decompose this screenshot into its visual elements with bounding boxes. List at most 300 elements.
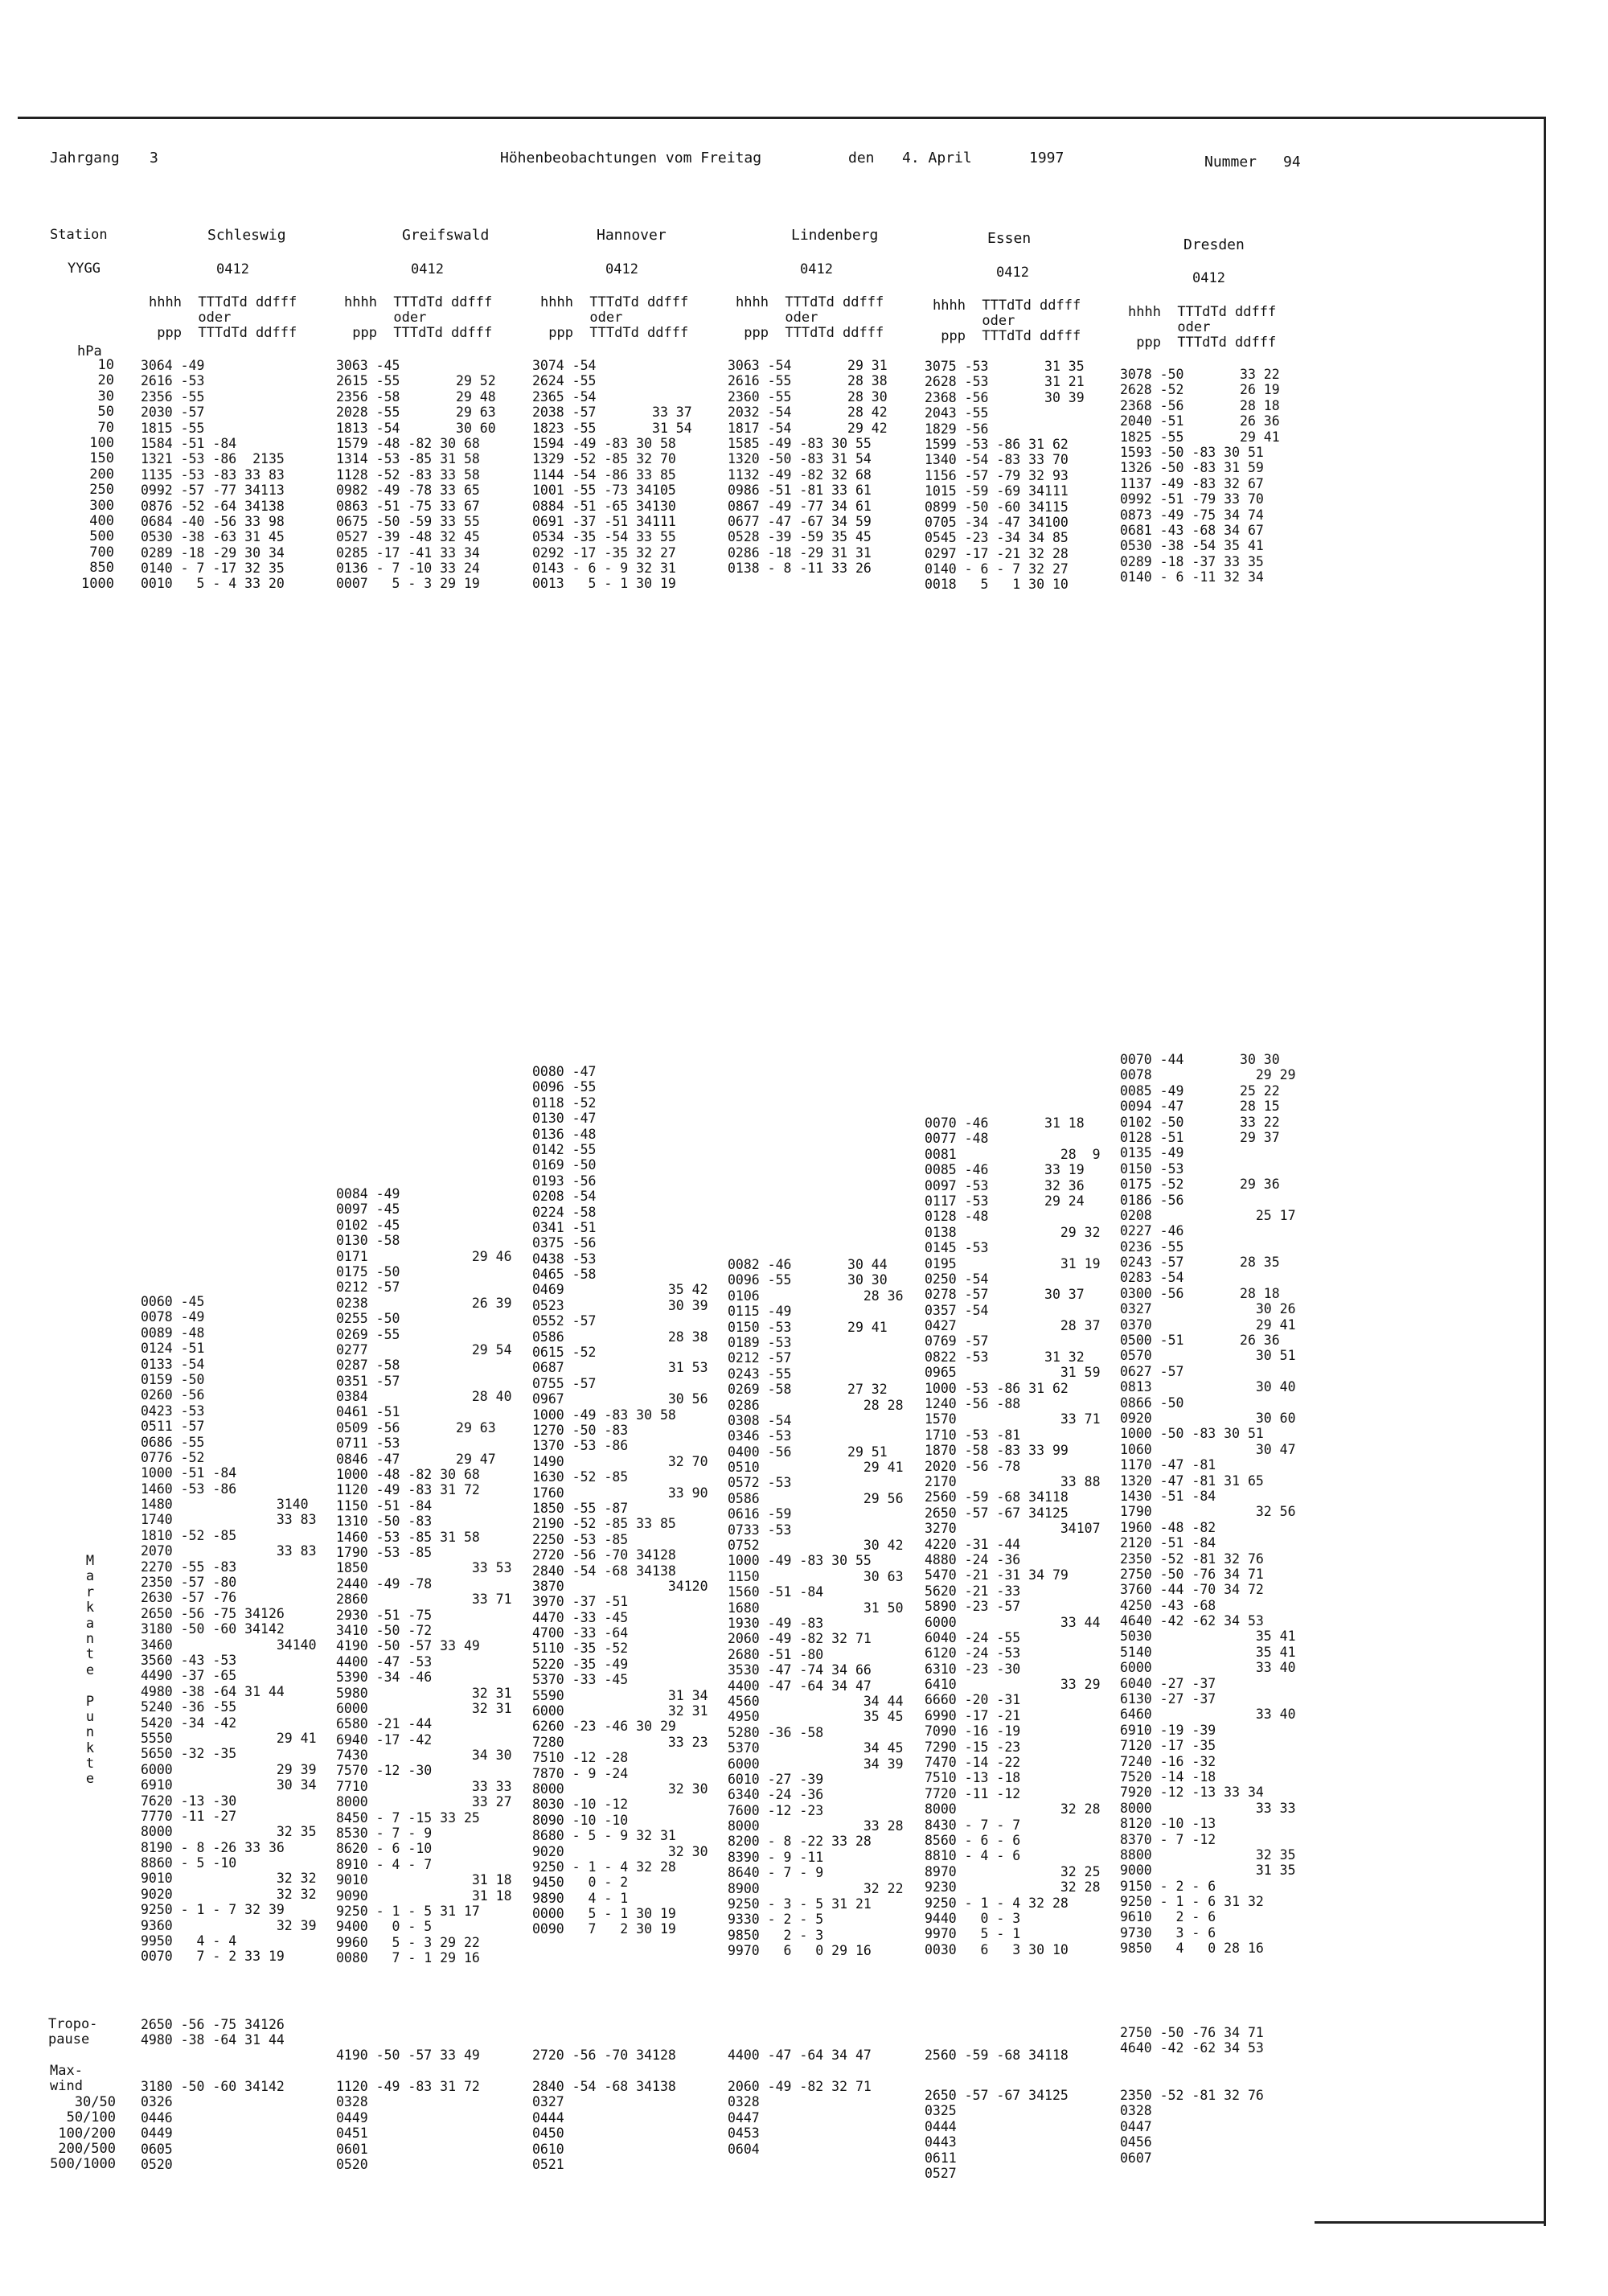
significant-points-line: 0327 30 26: [1120, 1301, 1296, 1317]
significant-points-line: 0300 -56 28 18: [1120, 1285, 1280, 1301]
significant-points-line: 0145 -53: [925, 1240, 989, 1256]
significant-points-line: 9730 3 - 6: [1120, 1924, 1216, 1941]
standard-levels-line: 0992 -51 -79 33 70: [1120, 491, 1264, 507]
standard-levels-line: 1001 -55 -73 34105: [532, 483, 676, 499]
maxwind-data-line: 0611: [925, 2150, 957, 2166]
standard-levels-line: 0140 - 6 -11 32 34: [1120, 569, 1264, 585]
significant-points-line: 6910 -19 -39: [1120, 1722, 1216, 1738]
significant-points-line: 9950 4 - 4: [141, 1933, 237, 1949]
significant-points-line: 0711 -53: [336, 1436, 400, 1452]
significant-points-line: 0094 -47 28 15: [1120, 1099, 1280, 1115]
standard-levels-line: 0684 -40 -56 33 98: [141, 513, 285, 529]
standard-levels-line: 0691 -37 -51 34111: [532, 513, 676, 529]
significant-points-line: 6660 -20 -31: [925, 1692, 1021, 1708]
significant-points-line: 1000 -49 -83 30 55: [728, 1553, 872, 1569]
significant-points-line: 0427 28 37: [925, 1318, 1101, 1334]
significant-points-line: 5220 -35 -49: [532, 1656, 629, 1672]
markante-punkte-letter: [84, 1678, 96, 1694]
significant-points-line: 0117 -53 29 24: [925, 1193, 1085, 1209]
standard-levels-line: 0285 -17 -41 33 34: [336, 544, 480, 561]
standard-levels-line: 0884 -51 -65 34130: [532, 498, 676, 514]
standard-levels-line: 0863 -51 -75 33 67: [336, 498, 480, 514]
significant-points-line: 0070 7 - 2 33 19: [141, 1949, 285, 1965]
significant-points-line: 0175 -50: [336, 1263, 400, 1279]
standard-levels-line: 1813 -54 30 60: [336, 420, 496, 436]
significant-points-line: 5030 35 41: [1120, 1629, 1296, 1645]
significant-points-line: 8000 32 28: [925, 1801, 1101, 1817]
significant-points-line: 8680 - 5 - 9 32 31: [532, 1828, 676, 1844]
maxwind-data-line: 2350 -52 -81 32 76: [1120, 2088, 1264, 2103]
maxwind-data-line: 0527: [925, 2165, 957, 2181]
significant-points-line: 0227 -46: [1120, 1223, 1184, 1239]
significant-points-line: 0461 -51: [336, 1404, 400, 1420]
standard-levels-line: 2616 -53: [141, 373, 205, 389]
significant-points-line: 0509 -56 29 63: [336, 1419, 496, 1436]
tropopause-data: [925, 2032, 1069, 2064]
significant-points-line: 3870 34120: [532, 1578, 708, 1594]
significant-points-line: 5470 -21 -31 34 79: [925, 1567, 1069, 1583]
level-label: 700: [89, 544, 114, 561]
significant-points-line: 0133 -54: [141, 1356, 205, 1372]
standard-levels-line: 2038 -57 33 37: [532, 405, 692, 421]
significant-points-line: 8000 32 30: [532, 1781, 708, 1797]
standard-levels-line: 2628 -53 31 21: [925, 374, 1085, 390]
significant-points-line: 2350 -52 -81 32 76: [1120, 1551, 1264, 1567]
tropopause-label-line: Tropo-: [48, 2016, 98, 2032]
maxwind-data-line: 0443: [925, 2134, 957, 2150]
station-yygg: 0412: [411, 261, 444, 277]
standard-levels: [925, 359, 1085, 593]
significant-points: [532, 1064, 708, 1937]
significant-points-line: 6000 32 31: [336, 1700, 512, 1716]
significant-points-line: 1490 32 70: [532, 1453, 708, 1469]
tropopause-data-line: 2720 -56 -70 34128: [532, 2048, 676, 2064]
standard-levels-line: 3064 -49: [141, 358, 205, 373]
column-header: hhhh TTTdTd ddfff: [736, 294, 884, 310]
significant-points-line: 0212 -57: [336, 1279, 400, 1296]
significant-points-line: 0084 -49: [336, 1186, 400, 1201]
significant-points-line: 4400 -47 -53: [336, 1653, 433, 1670]
standard-levels: [336, 358, 496, 592]
column-header: hhhh TTTdTd ddfff: [149, 294, 297, 310]
significant-points-line: 0208 -54: [532, 1189, 597, 1205]
tropopause-data-line: 4190 -50 -57 33 49: [336, 2048, 480, 2064]
pressure-levels: [58, 358, 114, 592]
level-label: 10: [97, 357, 114, 373]
maxwind-data-line: 0520: [336, 2156, 368, 2172]
standard-levels-line: 0873 -49 -75 34 74: [1120, 507, 1264, 523]
significant-points-line: 1790 -53 -85: [336, 1544, 433, 1560]
significant-points-line: 2680 -51 -80: [728, 1646, 824, 1662]
maxwind-data-line: 0326: [141, 2094, 173, 2110]
significant-points: [728, 1257, 904, 1959]
significant-points-line: 9090 31 18: [336, 1887, 512, 1904]
standard-levels-line: 1144 -54 -86 33 85: [532, 466, 676, 483]
maxwind-labels: [50, 2064, 116, 2173]
significant-points-line: 0357 -54: [925, 1302, 989, 1318]
significant-points-line: 1000 -49 -83 30 58: [532, 1407, 676, 1423]
significant-points-line: 0000 5 - 1 30 19: [532, 1906, 676, 1922]
significant-points-line: 0438 -53: [532, 1251, 597, 1267]
significant-points-line: 0341 -51: [532, 1219, 597, 1235]
jahrgang-label: Jahrgang: [50, 150, 120, 166]
significant-points-line: 0370 29 41: [1120, 1316, 1296, 1333]
significant-points-line: 1850 -55 -87: [532, 1500, 629, 1516]
significant-points-line: 0236 -55: [1120, 1238, 1184, 1255]
significant-points-line: 5890 -23 -57: [925, 1599, 1021, 1615]
significant-points-line: 8560 - 6 - 6: [925, 1832, 1021, 1848]
standard-levels-line: 0527 -39 -48 32 45: [336, 529, 480, 545]
significant-points-line: 2350 -57 -80: [141, 1575, 237, 1591]
column-header: hhhh TTTdTd ddfff: [1128, 304, 1277, 320]
station-yygg: 0412: [216, 261, 249, 277]
column-header: hhhh TTTdTd ddfff: [344, 294, 493, 310]
significant-points-line: 1000 -50 -83 30 51: [1120, 1426, 1264, 1442]
maxwind-data: [1120, 2088, 1264, 2166]
tropopause-data-line: 2750 -50 -76 34 71: [1120, 2025, 1264, 2040]
maxwind-data-line: 0449: [141, 2126, 173, 2142]
significant-points-line: 6000 33 40: [1120, 1660, 1296, 1676]
significant-points-line: 2440 -49 -78: [336, 1575, 433, 1592]
markante-punkte-letter: M: [85, 1553, 95, 1569]
station-name: Dresden: [1183, 236, 1245, 253]
standard-levels-line: 1599 -53 -86 31 62: [925, 436, 1069, 452]
level-label: 20: [97, 372, 114, 389]
significant-points-line: 1310 -50 -83: [336, 1514, 433, 1530]
maxwind-label-line: wind: [50, 2078, 83, 2095]
maxwind-data-line: 0447: [1120, 2118, 1152, 2134]
significant-points-line: 0570 30 51: [1120, 1348, 1296, 1364]
significant-points-line: 4250 -43 -68: [1120, 1597, 1216, 1613]
standard-levels-line: 1314 -53 -85 31 58: [336, 451, 480, 467]
significant-points-line: 0115 -49: [728, 1304, 792, 1320]
significant-points-line: 0776 -52: [141, 1449, 205, 1465]
significant-points-line: 7510 -13 -18: [925, 1770, 1021, 1786]
markante-punkte-letter: k: [85, 1739, 95, 1756]
significant-points-line: 8860 - 5 -10: [141, 1855, 237, 1871]
markante-punkte-letter: n: [85, 1724, 95, 1741]
significant-points-line: 9250 - 1 - 4 32 28: [925, 1895, 1069, 1911]
tropopause-data-line: [336, 2032, 480, 2048]
significant-points-line: 2060 -49 -82 32 71: [728, 1631, 872, 1647]
significant-points-line: 0159 -50: [141, 1371, 205, 1387]
significant-points-line: 0572 -53: [728, 1475, 792, 1491]
page-title: Höhenbeobachtungen vom Freitag: [500, 150, 762, 166]
significant-points-line: 2630 -57 -76: [141, 1590, 237, 1606]
significant-points-line: 9250 - 1 - 4 32 28: [532, 1859, 676, 1875]
significant-points-line: 9960 5 - 3 29 22: [336, 1934, 480, 1950]
significant-points-line: 5420 -34 -42: [141, 1715, 237, 1731]
significant-points-line: 9850 4 0 28 16: [1120, 1941, 1264, 1957]
significant-points-line: 0423 -53: [141, 1403, 205, 1419]
significant-points-line: 0118 -52: [532, 1095, 597, 1111]
significant-points-line: 0687 31 53: [532, 1360, 708, 1376]
standard-levels-line: 1823 -55 31 54: [532, 420, 692, 436]
standard-levels-line: 0286 -18 -29 31 31: [728, 544, 872, 561]
significant-points-line: 0150 -53: [1120, 1160, 1184, 1177]
significant-points-line: 5980 32 31: [336, 1685, 512, 1701]
significant-points-line: 3410 -50 -72: [336, 1622, 433, 1638]
significant-points-line: 0080 -47: [532, 1064, 597, 1079]
station-yygg: 0412: [1192, 270, 1225, 286]
significant-points-line: 8450 - 7 -15 33 25: [336, 1809, 480, 1826]
markante-punkte-letter: r: [85, 1583, 95, 1600]
maxwind-data: [728, 2079, 872, 2157]
standard-levels-line: 0289 -18 -29 30 34: [141, 544, 285, 561]
significant-points-line: 1810 -52 -85: [141, 1527, 237, 1543]
standard-levels-line: 3063 -54 29 31: [728, 358, 888, 373]
significant-points-line: 0142 -55: [532, 1141, 597, 1157]
significant-points-line: 0967 30 56: [532, 1391, 708, 1407]
standard-levels: [1120, 367, 1280, 601]
markante-punkte-letter: u: [85, 1708, 95, 1725]
significant-points-line: 1560 -51 -84: [728, 1584, 824, 1600]
tropopause-data-line: 4980 -38 -64 31 44: [141, 2032, 285, 2048]
significant-points-line: 9010 32 32: [141, 1871, 317, 1887]
maxwind-data-line: 0446: [141, 2109, 173, 2126]
level-label: 250: [89, 482, 114, 499]
significant-points-line: 0175 -52 29 36: [1120, 1177, 1280, 1193]
markante-punkte-label: [84, 1554, 96, 1788]
significant-points-line: 7710 33 33: [336, 1778, 512, 1794]
significant-points-line: 4560 34 44: [728, 1693, 904, 1709]
significant-points-line: 2650 -57 -67 34125: [925, 1505, 1069, 1521]
significant-points-line: 8640 - 7 - 9: [728, 1865, 824, 1881]
standard-levels: [141, 358, 285, 592]
significant-points-line: 8000 33 33: [1120, 1800, 1296, 1816]
significant-points-line: 8910 - 4 - 7: [336, 1856, 433, 1872]
significant-points-line: 8000 32 35: [141, 1824, 317, 1840]
significant-points-line: 0171 29 46: [336, 1248, 512, 1264]
standard-levels-line: 2368 -56 28 18: [1120, 397, 1280, 413]
column-header: hhhh TTTdTd ddfff: [540, 294, 689, 310]
significant-points-line: 0238 26 39: [336, 1295, 512, 1311]
significant-points-line: 3560 -43 -53: [141, 1652, 237, 1668]
significant-points-line: 0080 7 - 1 29 16: [336, 1950, 480, 1966]
tropopause-data: [728, 2032, 872, 2064]
significant-points-line: 0138 29 32: [925, 1224, 1101, 1240]
significant-points-line: 5370 34 45: [728, 1740, 904, 1756]
significant-points-line: 8090 -10 -10: [532, 1812, 629, 1828]
significant-points-line: 1240 -56 -88: [925, 1396, 1021, 1412]
significant-points-line: 8430 - 7 - 7: [925, 1817, 1021, 1833]
significant-points-line: 1000 -51 -84: [141, 1465, 237, 1481]
significant-points-line: 2750 -50 -76 34 71: [1120, 1566, 1264, 1582]
standard-levels-line: 1593 -50 -83 30 51: [1120, 444, 1264, 460]
standard-levels-line: 2356 -55: [141, 388, 205, 405]
maxwind-data-line: 0451: [336, 2126, 368, 2142]
column-header: oder: [736, 310, 818, 326]
frame-bottom-rule: [1315, 2221, 1546, 2224]
standard-levels-line: 2360 -55 28 30: [728, 388, 888, 405]
maxwind-data: [336, 2079, 480, 2172]
significant-points-line: 0169 -50: [532, 1157, 597, 1173]
significant-points-line: 1000 -48 -82 30 68: [336, 1467, 480, 1483]
maxwind-data-line: 0605: [141, 2141, 173, 2157]
maxwind-data-line: 1120 -49 -83 31 72: [336, 2079, 480, 2094]
significant-points-line: 0277 29 54: [336, 1341, 512, 1357]
significant-points-line: 1740 33 83: [141, 1512, 317, 1528]
significant-points-line: 0375 -56: [532, 1235, 597, 1251]
jahrgang-value: 3: [150, 150, 158, 166]
significant-points-line: 0469 35 42: [532, 1282, 708, 1298]
tropopause-label: [48, 2017, 97, 2048]
significant-points-line: 0089 -48: [141, 1325, 205, 1341]
significant-points-line: 9250 - 1 - 7 32 39: [141, 1902, 285, 1918]
significant-points-line: 6000 32 31: [532, 1703, 708, 1719]
level-label: 30: [97, 388, 114, 405]
significant-points-line: 9010 31 18: [336, 1872, 512, 1888]
standard-levels-line: 1579 -48 -82 30 68: [336, 435, 480, 451]
standard-levels-line: 1321 -53 -86 2135: [141, 451, 285, 467]
column-header: oder: [933, 313, 1015, 329]
standard-levels-line: 1815 -55: [141, 420, 205, 436]
standard-levels-line: 0681 -43 -68 34 67: [1120, 522, 1264, 538]
significant-points-line: 0130 -58: [336, 1233, 400, 1249]
significant-points-line: 3180 -50 -60 34142: [141, 1621, 285, 1637]
tropopause-data-line: [728, 2032, 872, 2048]
significant-points-line: 8000 33 27: [336, 1794, 512, 1810]
significant-points-line: 0755 -57: [532, 1375, 597, 1391]
tropopause-data-line: 2560 -59 -68 34118: [925, 2048, 1069, 2064]
standard-levels-line: 2616 -55 28 38: [728, 373, 888, 389]
significant-points-line: 7920 -12 -13 33 34: [1120, 1785, 1264, 1801]
significant-points-line: 0128 -51 29 37: [1120, 1129, 1280, 1145]
significant-points-line: 6460 33 40: [1120, 1707, 1296, 1723]
column-header: oder: [149, 310, 232, 326]
standard-levels-line: 2624 -55: [532, 373, 597, 389]
significant-points-line: 6000 34 39: [728, 1756, 904, 1772]
significant-points-line: 1000 -53 -86 31 62: [925, 1380, 1069, 1396]
significant-points-line: 0965 31 59: [925, 1365, 1101, 1381]
standard-levels-line: 2365 -54: [532, 388, 597, 405]
significant-points-line: 6000 29 39: [141, 1761, 317, 1777]
level-label: 500: [89, 528, 114, 545]
significant-points-line: 1460 -53 -86: [141, 1481, 237, 1497]
standard-levels-line: [728, 576, 888, 591]
tropopause-data: [141, 2017, 285, 2048]
significant-points-line: 0195 31 19: [925, 1255, 1101, 1271]
column-header: ppp TTTdTd ddfff: [540, 325, 689, 341]
significant-points-line: 0260 -56: [141, 1387, 205, 1403]
maxwind-data-line: 0447: [728, 2109, 760, 2126]
significant-points-line: 9890 4 - 1: [532, 1890, 629, 1906]
significant-points-line: 7470 -14 -22: [925, 1755, 1021, 1771]
markante-punkte-letter: a: [85, 1615, 95, 1632]
significant-points-line: 0813 30 40: [1120, 1379, 1296, 1395]
significant-points-line: 0384 28 40: [336, 1389, 512, 1405]
significant-points-line: 6940 -17 -42: [336, 1731, 433, 1748]
standard-levels-line: 0143 - 6 - 9 32 31: [532, 561, 676, 577]
significant-points-line: 9450 0 - 2: [532, 1875, 629, 1891]
significant-points-line: 0085 -49 25 22: [1120, 1082, 1280, 1099]
significant-points-line: 0269 -55: [336, 1326, 400, 1342]
significant-points-line: 1120 -49 -83 31 72: [336, 1482, 480, 1498]
year: 1997: [1029, 150, 1064, 166]
significant-points-line: 0351 -57: [336, 1373, 400, 1389]
maxwind-data-line: 0444: [532, 2109, 564, 2126]
significant-points: [141, 1294, 317, 1965]
significant-points-line: 0081 28 9: [925, 1146, 1101, 1162]
significant-points: [1120, 1052, 1296, 1957]
standard-levels-line: 2032 -54 28 42: [728, 405, 888, 421]
significant-points-line: 5240 -36 -55: [141, 1699, 237, 1715]
date-prefix: den: [848, 150, 875, 166]
significant-points-line: 9440 0 - 3: [925, 1910, 1021, 1926]
significant-points-line: 7510 -12 -28: [532, 1750, 629, 1766]
significant-points-line: 6040 -24 -55: [925, 1629, 1021, 1645]
significant-points-line: 2170 33 88: [925, 1473, 1101, 1489]
level-label: 1000: [81, 575, 114, 592]
maxwind-data-line: 0328: [336, 2094, 368, 2110]
standard-levels-line: 1015 -59 -69 34111: [925, 483, 1069, 499]
significant-points-line: 2250 -53 -85: [532, 1531, 629, 1547]
significant-points-line: 7570 -12 -30: [336, 1763, 433, 1779]
standard-levels-line: 0140 - 6 - 7 32 27: [925, 561, 1069, 577]
level-label: 300: [89, 497, 114, 514]
significant-points-line: 8900 32 22: [728, 1880, 904, 1896]
nummer-value: 94: [1283, 154, 1301, 170]
significant-points-line: 0346 -53: [728, 1428, 792, 1444]
maxwind-data-line: 0328: [728, 2094, 760, 2110]
standard-levels-line: 0876 -52 -64 34138: [141, 498, 285, 514]
significant-points-line: 1460 -53 -85 31 58: [336, 1529, 480, 1545]
standard-levels-line: 0013 5 - 1 30 19: [532, 576, 676, 592]
significant-points-line: 5590 31 34: [532, 1687, 708, 1703]
significant-points-line: 1760 33 90: [532, 1485, 708, 1501]
significant-points-line: 1680 31 50: [728, 1600, 904, 1616]
significant-points-line: 0283 -54: [1120, 1270, 1184, 1286]
standard-levels-line: 2628 -52 26 19: [1120, 382, 1280, 398]
standard-levels-line: 0867 -49 -77 34 61: [728, 498, 872, 514]
significant-points-line: 1370 -53 -86: [532, 1438, 629, 1454]
maxwind-data-line: 0601: [336, 2141, 368, 2157]
tropopause-data-line: 2650 -56 -75 34126: [141, 2017, 285, 2032]
significant-points-line: 7720 -11 -12: [925, 1785, 1021, 1801]
significant-points-line: 6010 -27 -39: [728, 1771, 824, 1787]
standard-levels-line: 0545 -23 -34 34 85: [925, 530, 1069, 546]
standard-levels: [532, 358, 692, 592]
level-label: 50: [97, 404, 114, 421]
station-name: Greifswald: [402, 227, 490, 244]
tropopause-label-line: pause: [48, 2031, 90, 2048]
column-header: hhhh TTTdTd ddfff: [933, 298, 1081, 314]
column-header: oder: [344, 310, 427, 326]
standard-levels-line: 1135 -53 -83 33 83: [141, 466, 285, 483]
significant-points-line: 0250 -54: [925, 1271, 989, 1287]
significant-points-line: 0208 25 17: [1120, 1207, 1296, 1223]
significant-points-line: 0189 -53: [728, 1334, 792, 1350]
significant-points-line: 0269 -58 27 32: [728, 1382, 888, 1398]
significant-points-line: 3270 34107: [925, 1521, 1101, 1537]
significant-points-line: 7290 -15 -23: [925, 1739, 1021, 1755]
significant-points-line: 9400 0 - 5: [336, 1919, 433, 1935]
standard-levels-line: 0010 5 - 4 33 20: [141, 576, 285, 592]
significant-points-line: 7120 -17 -35: [1120, 1738, 1216, 1754]
significant-points-line: 0733 -53: [728, 1522, 792, 1538]
standard-levels-line: 1320 -50 -83 31 54: [728, 451, 872, 467]
significant-points-line: 0090 7 2 30 19: [532, 1921, 676, 1937]
significant-points-line: 0243 -57 28 35: [1120, 1255, 1280, 1271]
significant-points-line: 6260 -23 -46 30 29: [532, 1719, 676, 1735]
column-header: ppp TTTdTd ddfff: [344, 325, 493, 341]
significant-points-line: 9150 - 2 - 6: [1120, 1878, 1216, 1894]
standard-levels-line: 3074 -54: [532, 358, 597, 373]
significant-points-line: 9850 2 - 3: [728, 1927, 824, 1943]
significant-points-line: 4190 -50 -57 33 49: [336, 1638, 480, 1654]
significant-points-line: 6580 -21 -44: [336, 1716, 433, 1732]
significant-points-line: 0078 -49: [141, 1309, 205, 1325]
